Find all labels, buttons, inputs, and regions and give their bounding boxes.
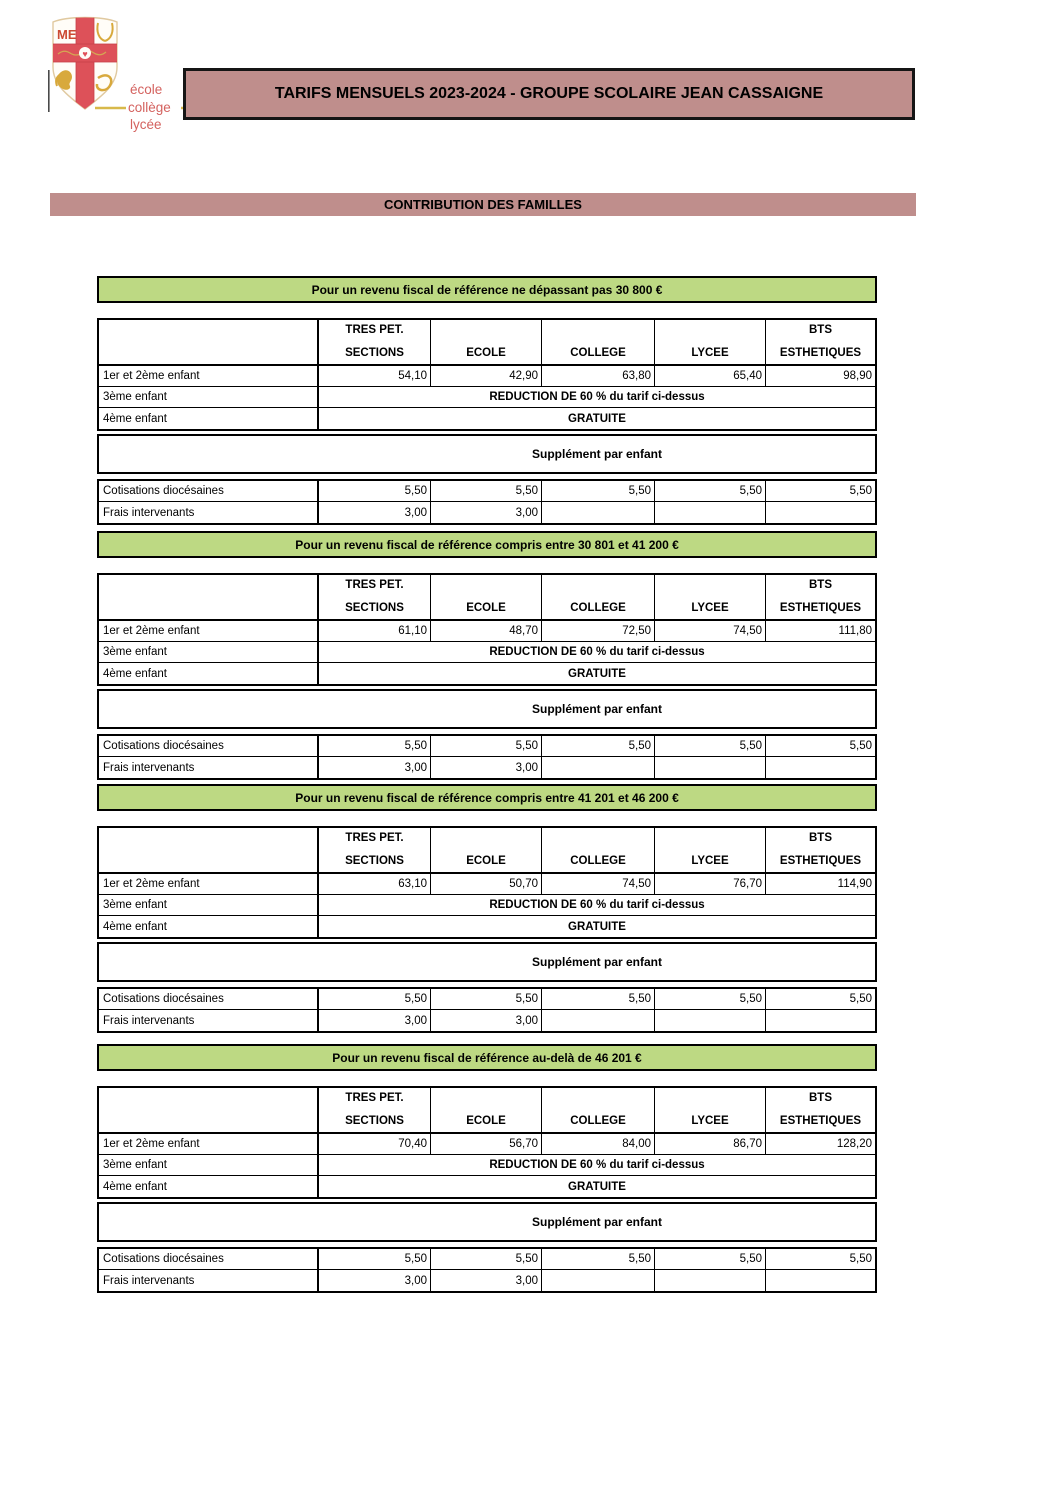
logo-line-college: collège — [128, 100, 171, 115]
cotisation-value-ecole: 5,50 — [431, 1249, 542, 1270]
cotisation-value-tres-pet: 5,50 — [319, 481, 431, 502]
row-label-frais: Frais intervenants — [99, 1010, 319, 1031]
column-header-line2: COLLEGE — [570, 855, 626, 868]
gratuite-cell: GRATUITE — [568, 920, 626, 933]
supplement-header-box — [97, 689, 877, 729]
column-header-lycee — [655, 575, 766, 621]
contribution-title: CONTRIBUTION DES FAMILLES — [384, 197, 582, 212]
gratuite-cell: GRATUITE — [568, 412, 626, 425]
column-header-line2: LYCEE — [691, 602, 729, 615]
cotisation-value-lycee: 5,50 — [655, 736, 766, 757]
row-label-third-child: 3ème enfant — [99, 1155, 319, 1176]
cotisation-value-tres-pet: 5,50 — [319, 736, 431, 757]
gratuite-cell: GRATUITE — [568, 1180, 626, 1193]
cotisation-value-tres-pet: 5,50 — [319, 989, 431, 1010]
frais-value-bts — [766, 757, 875, 778]
column-header-line2: COLLEGE — [570, 1115, 626, 1128]
row-label-cotisations: Cotisations diocésaines — [99, 736, 319, 757]
cotisation-value-bts: 5,50 — [766, 481, 875, 502]
column-header-tres-pet-sections — [319, 828, 431, 874]
cotisation-value-ecole: 5,50 — [431, 481, 542, 502]
cotisation-value-college: 5,50 — [542, 481, 655, 502]
column-header-line1: TRES PET. — [345, 324, 404, 336]
tariff-sections — [97, 0, 877, 1497]
crest-monogram: ME — [57, 27, 77, 42]
tariff-section — [97, 1044, 877, 1293]
cotisation-value-college: 5,50 — [542, 1249, 655, 1270]
column-header-line2: LYCEE — [691, 855, 729, 868]
tariff-value-ecole: 42,90 — [431, 366, 542, 387]
supplement-header-box — [97, 942, 877, 982]
supplement-header-box — [97, 1202, 877, 1242]
tariff-value-bts: 111,80 — [766, 621, 875, 642]
column-header-line2: ESTHETIQUES — [779, 347, 862, 360]
column-header-line1: BTS — [809, 1092, 832, 1104]
column-header-college — [542, 320, 655, 366]
column-header-line1: TRES PET. — [345, 579, 404, 591]
row-label-fourth-child: 4ème enfant — [99, 408, 319, 429]
tariff-value-college: 72,50 — [542, 621, 655, 642]
frais-value-lycee — [655, 502, 766, 523]
column-header-bts-esthetiques — [766, 575, 875, 621]
supplement-title: Supplément par enfant — [531, 1215, 662, 1229]
column-header-bts-esthetiques — [766, 320, 875, 366]
frais-value-ecole: 3,00 — [431, 502, 542, 523]
row-label-third-child: 3ème enfant — [99, 895, 319, 916]
tariff-value-bts: 114,90 — [766, 874, 875, 895]
heart-icon: ♥ — [82, 49, 88, 59]
supplement-table — [97, 479, 877, 525]
cotisation-value-bts: 5,50 — [766, 736, 875, 757]
column-header-line2: ECOLE — [466, 347, 506, 360]
tariff-value-lycee: 86,70 — [655, 1134, 766, 1155]
cotisation-value-bts: 5,50 — [766, 1249, 875, 1270]
row-label-fourth-child: 4ème enfant — [99, 663, 319, 684]
tariff-value-tres-pet: 54,10 — [319, 366, 431, 387]
column-header-line2: LYCEE — [691, 1115, 729, 1128]
row-label-first-second-child: 1er et 2ème enfant — [99, 874, 319, 895]
income-bracket-banner — [97, 1044, 877, 1071]
row-label-third-child: 3ème enfant — [99, 387, 319, 408]
row-label-first-second-child: 1er et 2ème enfant — [99, 621, 319, 642]
frais-value-lycee — [655, 1010, 766, 1031]
reduction-cell: REDUCTION DE 60 % du tarif ci-dessus — [319, 387, 875, 408]
frais-value-college — [542, 1010, 655, 1031]
cotisation-value-lycee: 5,50 — [655, 1249, 766, 1270]
supplement-title: Supplément par enfant — [531, 955, 662, 969]
cotisation-value-college: 5,50 — [542, 989, 655, 1010]
column-header-line1: TRES PET. — [345, 1092, 404, 1104]
tariff-table — [97, 318, 877, 431]
cotisation-value-college: 5,50 — [542, 736, 655, 757]
cotisation-value-lycee: 5,50 — [655, 481, 766, 502]
column-header-bts-esthetiques — [766, 828, 875, 874]
corner-header-cell — [99, 320, 319, 366]
frais-value-bts — [766, 502, 875, 523]
logo-line-ecole: école — [130, 82, 163, 97]
frais-value-tres-pet: 3,00 — [319, 1010, 431, 1031]
column-header-line2: SECTIONS — [345, 855, 404, 868]
income-bracket-title: Pour un revenu fiscal de référence ne dépassant pas 30 800 € — [311, 282, 663, 297]
cotisation-value-lycee: 5,50 — [655, 989, 766, 1010]
frais-value-ecole: 3,00 — [431, 1270, 542, 1291]
income-bracket-banner — [97, 531, 877, 558]
row-label-frais: Frais intervenants — [99, 1270, 319, 1291]
column-header-lycee — [655, 1088, 766, 1134]
column-header-ecole — [431, 1088, 542, 1134]
column-header-line2: LYCEE — [691, 347, 729, 360]
frais-value-college — [542, 502, 655, 523]
frais-value-lycee — [655, 757, 766, 778]
column-header-college — [542, 1088, 655, 1134]
frais-value-tres-pet: 3,00 — [319, 502, 431, 523]
frais-value-tres-pet: 3,00 — [319, 757, 431, 778]
column-header-line1: BTS — [809, 832, 832, 844]
cotisation-value-bts: 5,50 — [766, 989, 875, 1010]
column-header-tres-pet-sections — [319, 575, 431, 621]
column-header-line2: COLLEGE — [570, 347, 626, 360]
scan-artifact-line — [48, 70, 50, 112]
tariff-value-lycee: 74,50 — [655, 621, 766, 642]
column-header-ecole — [431, 320, 542, 366]
income-bracket-banner — [97, 276, 877, 303]
logo-line-lycee: lycée — [130, 117, 162, 132]
cotisation-value-ecole: 5,50 — [431, 736, 542, 757]
tariff-value-college: 74,50 — [542, 874, 655, 895]
column-header-bts-esthetiques — [766, 1088, 875, 1134]
column-header-line2: SECTIONS — [345, 602, 404, 615]
column-header-lycee — [655, 828, 766, 874]
column-header-line2: COLLEGE — [570, 602, 626, 615]
row-label-cotisations: Cotisations diocésaines — [99, 989, 319, 1010]
row-label-third-child: 3ème enfant — [99, 642, 319, 663]
corner-header-cell — [99, 1088, 319, 1134]
gratuite-cell: GRATUITE — [568, 667, 626, 680]
column-header-line2: ESTHETIQUES — [779, 602, 862, 615]
row-label-frais: Frais intervenants — [99, 757, 319, 778]
supplement-title: Supplément par enfant — [531, 702, 662, 716]
column-header-college — [542, 575, 655, 621]
tariff-value-tres-pet: 70,40 — [319, 1134, 431, 1155]
frais-value-ecole: 3,00 — [431, 1010, 542, 1031]
column-header-line2: ECOLE — [466, 1115, 506, 1128]
column-header-line2: ESTHETIQUES — [779, 1115, 862, 1128]
reduction-cell: REDUCTION DE 60 % du tarif ci-dessus — [319, 1155, 875, 1176]
tariff-value-lycee: 76,70 — [655, 874, 766, 895]
supplement-header-box — [97, 434, 877, 474]
column-header-line1: BTS — [809, 324, 832, 336]
column-header-line2: ESTHETIQUES — [779, 855, 862, 868]
column-header-lycee — [655, 320, 766, 366]
frais-value-college — [542, 1270, 655, 1291]
column-header-line2: ECOLE — [466, 602, 506, 615]
column-header-ecole — [431, 575, 542, 621]
tariff-value-ecole: 50,70 — [431, 874, 542, 895]
column-header-ecole — [431, 828, 542, 874]
income-bracket-banner — [97, 784, 877, 811]
column-header-tres-pet-sections — [319, 1088, 431, 1134]
corner-header-cell — [99, 828, 319, 874]
tariff-value-lycee: 65,40 — [655, 366, 766, 387]
column-header-line2: SECTIONS — [345, 1115, 404, 1128]
row-label-cotisations: Cotisations diocésaines — [99, 481, 319, 502]
column-header-line2: SECTIONS — [345, 347, 404, 360]
row-label-first-second-child: 1er et 2ème enfant — [99, 1134, 319, 1155]
column-header-college — [542, 828, 655, 874]
cotisation-value-tres-pet: 5,50 — [319, 1249, 431, 1270]
frais-value-ecole: 3,00 — [431, 757, 542, 778]
row-label-fourth-child: 4ème enfant — [99, 916, 319, 937]
reduction-cell: REDUCTION DE 60 % du tarif ci-dessus — [319, 642, 875, 663]
tariff-section — [97, 276, 877, 525]
tariff-table — [97, 573, 877, 686]
supplement-table — [97, 734, 877, 780]
row-label-cotisations: Cotisations diocésaines — [99, 1249, 319, 1270]
tariff-value-tres-pet: 63,10 — [319, 874, 431, 895]
corner-header-cell — [99, 575, 319, 621]
income-bracket-title: Pour un revenu fiscal de référence compris entre 41 201 et 46 200 € — [295, 790, 679, 805]
column-header-line1: BTS — [809, 579, 832, 591]
supplement-table — [97, 1247, 877, 1293]
supplement-table — [97, 987, 877, 1033]
reduction-cell: REDUCTION DE 60 % du tarif ci-dessus — [319, 895, 875, 916]
row-label-frais: Frais intervenants — [99, 502, 319, 523]
column-header-line1: TRES PET. — [345, 832, 404, 844]
tariff-value-college: 63,80 — [542, 366, 655, 387]
tariff-value-bts: 98,90 — [766, 366, 875, 387]
column-header-line2: ECOLE — [466, 855, 506, 868]
frais-value-lycee — [655, 1270, 766, 1291]
tariff-table — [97, 1086, 877, 1199]
row-label-first-second-child: 1er et 2ème enfant — [99, 366, 319, 387]
frais-value-bts — [766, 1270, 875, 1291]
tariff-value-ecole: 48,70 — [431, 621, 542, 642]
column-header-tres-pet-sections — [319, 320, 431, 366]
tariff-table — [97, 826, 877, 939]
cotisation-value-ecole: 5,50 — [431, 989, 542, 1010]
tariff-value-bts: 128,20 — [766, 1134, 875, 1155]
tariff-value-ecole: 56,70 — [431, 1134, 542, 1155]
income-bracket-title: Pour un revenu fiscal de référence compris entre 30 801 et 41 200 € — [295, 537, 679, 552]
tariff-section — [97, 531, 877, 780]
page-title: TARIFS MENSUELS 2023-2024 - GROUPE SCOLAIRE JEAN CASSAIGNE — [274, 85, 824, 102]
row-label-fourth-child: 4ème enfant — [99, 1176, 319, 1197]
tariff-value-college: 84,00 — [542, 1134, 655, 1155]
frais-value-bts — [766, 1010, 875, 1031]
supplement-title: Supplément par enfant — [531, 447, 662, 461]
tariff-value-tres-pet: 61,10 — [319, 621, 431, 642]
tariff-section — [97, 784, 877, 1033]
income-bracket-title: Pour un revenu fiscal de référence au-delà de 46 201 € — [332, 1050, 642, 1065]
frais-value-college — [542, 757, 655, 778]
frais-value-tres-pet: 3,00 — [319, 1270, 431, 1291]
